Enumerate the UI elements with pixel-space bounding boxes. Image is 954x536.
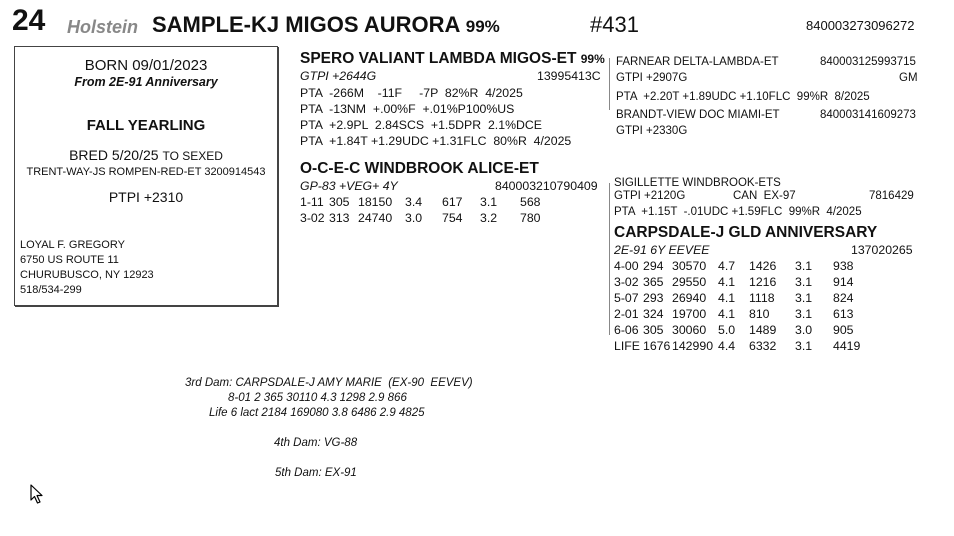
record-fat-pct: 4.1 [718, 275, 736, 289]
record-protein: 824 [833, 291, 854, 305]
record-age: 3-02 [300, 211, 325, 225]
third-dam-lifetime: Life 6 lact 2184 169080 3.8 6486 2.9 4825 [209, 407, 425, 419]
owner-phone: 518/534-299 [20, 284, 82, 296]
record-protein-pct: 3.1 [795, 307, 813, 321]
record-fat-pct: 5.0 [718, 323, 736, 337]
record-protein: 613 [833, 307, 854, 321]
sire-reg: 13995413C [537, 69, 601, 83]
dam-sire-country: CAN EX-97 [733, 190, 796, 202]
sire-pta-3: PTA +2.9PL 2.84SCS +1.5DPR 2.1%DCE [300, 118, 542, 132]
owner-address: 6750 US ROUTE 11 [20, 254, 119, 266]
record-fat-pct: 4.4 [718, 339, 736, 353]
sire-pta-2: PTA -13NM +.00%F +.01%P100%US [300, 102, 515, 116]
record-protein-pct: 3.0 [795, 323, 813, 337]
record-milk: 30570 [672, 259, 707, 273]
sire-percent: 99% [580, 52, 605, 66]
dam-sire-pta: PTA +1.15T -.01UDC +1.59FLC 99%R 4/2025 [614, 206, 862, 218]
record-fat: 1426 [749, 259, 777, 273]
sire-name: SPERO VALIANT LAMBDA MIGOS-ET [300, 50, 577, 67]
record-milk: 29550 [672, 275, 707, 289]
dam-name: O-C-E-C WINDBROOK ALICE-ET [300, 160, 539, 177]
bred-to: TO SEXED [162, 149, 223, 163]
dam-sire-gtpi: GTPI +2120G [614, 190, 686, 202]
record-age: 4-00 [614, 259, 639, 273]
record-protein-pct: 3.1 [795, 291, 813, 305]
record-fat: 617 [442, 195, 463, 209]
mouse-pointer-icon [30, 484, 44, 509]
record-fat-pct: 4.7 [718, 259, 736, 273]
record-age: LIFE [614, 339, 640, 353]
record-protein-pct: 3.2 [480, 211, 498, 225]
record-milk: 26940 [672, 291, 707, 305]
dam-dam-classification: 2E-91 6Y EEVEE [614, 243, 710, 257]
bred-date: BRED 5/20/25 [69, 147, 159, 163]
record-age: 2-01 [614, 307, 639, 321]
third-dam: 3rd Dam: CARPSDALE-J AMY MARIE (EX-90 EEVEV) [185, 377, 473, 389]
record-days: 305 [643, 323, 664, 337]
third-dam-record: 8-01 2 365 30110 4.3 1298 2.9 866 [228, 392, 407, 404]
record-age: 3-02 [614, 275, 639, 289]
service-sire: TRENT-WAY-JS ROMPEN-RED-ET 3200914543 [26, 166, 266, 178]
record-days: 293 [643, 291, 664, 305]
fifth-dam: 5th Dam: EX-91 [275, 467, 357, 479]
owner-city: CHURUBUSCO, NY 12923 [20, 269, 154, 281]
sire-sire-name: FARNEAR DELTA-LAMBDA-ET [616, 56, 779, 68]
animal-name: SAMPLE-KJ MIGOS AURORA [152, 12, 460, 37]
record-protein: 905 [833, 323, 854, 337]
bred-info [15, 147, 277, 163]
record-fat: 754 [442, 211, 463, 225]
dam-reg: 840003210790409 [495, 179, 598, 193]
from-dam: From 2E-91 Anniversary [74, 75, 218, 89]
record-days: 313 [329, 211, 350, 225]
lot-number: 24 [12, 4, 46, 37]
animal-percent: 99% [465, 17, 500, 36]
dam-sire-name: SIGILLETTE WINDBROOK-ETS [614, 177, 781, 189]
age-class: FALL YEARLING [86, 117, 206, 134]
animal-name-line [152, 12, 500, 38]
sire-gtpi: GTPI +2644G [300, 69, 377, 83]
sire-sire-code: GM [899, 72, 918, 84]
record-protein: 780 [520, 211, 541, 225]
record-protein-pct: 3.1 [795, 275, 813, 289]
pedigree-bracket [609, 58, 610, 110]
record-fat: 1489 [749, 323, 777, 337]
sire-pta-1: PTA -266M -11F -7P 82%R 4/2025 [300, 86, 523, 100]
dam-classification: GP-83 +VEG+ 4Y [300, 179, 398, 193]
record-protein: 568 [520, 195, 541, 209]
record-milk: 142990 [672, 339, 714, 353]
sire-dam-reg: 840003141609273 [820, 109, 916, 121]
record-fat-pct: 4.1 [718, 307, 736, 321]
registration-number: 840003273096272 [806, 18, 915, 33]
record-fat-pct: 3.0 [405, 211, 423, 225]
birth-date: BORN 09/01/2023 [84, 57, 208, 74]
record-protein: 4419 [833, 339, 861, 353]
record-age: 6-06 [614, 323, 639, 337]
sire-pta-4: PTA +1.84T +1.29UDC +1.31FLC 80%R 4/2025 [300, 134, 572, 148]
record-milk: 18150 [358, 195, 393, 209]
record-fat: 6332 [749, 339, 777, 353]
tag-number: #431 [590, 12, 639, 37]
pedigree-bracket [609, 183, 610, 335]
sire-sire-gtpi: GTPI +2907G [616, 72, 688, 84]
sire-sire-pta: PTA +2.20T +1.89UDC +1.10FLC 99%R 8/2025 [616, 91, 870, 103]
owner-name: LOYAL F. GREGORY [20, 239, 125, 251]
record-days: 294 [643, 259, 664, 273]
record-days: 1676 [643, 339, 671, 353]
record-fat: 810 [749, 307, 770, 321]
sire-name-line [300, 50, 605, 68]
record-days: 365 [643, 275, 664, 289]
breed: Holstein [67, 17, 139, 37]
record-fat-pct: 4.1 [718, 291, 736, 305]
sire-dam-gtpi: GTPI +2330G [616, 125, 688, 137]
record-age: 1-11 [300, 195, 324, 209]
record-protein: 914 [833, 275, 854, 289]
record-protein-pct: 3.1 [795, 259, 813, 273]
record-days: 324 [643, 307, 664, 321]
animal-info-box [14, 46, 278, 306]
dam-sire-reg: 7816429 [869, 190, 914, 202]
ptpi: PTPI +2310 [108, 189, 184, 205]
record-days: 305 [329, 195, 350, 209]
record-protein-pct: 3.1 [480, 195, 498, 209]
fourth-dam: 4th Dam: VG-88 [274, 437, 358, 449]
dam-dam-reg: 137020265 [851, 243, 913, 257]
record-milk: 24740 [358, 211, 393, 225]
record-protein-pct: 3.1 [795, 339, 813, 353]
record-age: 5-07 [614, 291, 639, 305]
record-milk: 19700 [672, 307, 707, 321]
record-fat-pct: 3.4 [405, 195, 423, 209]
record-fat: 1118 [749, 291, 775, 305]
record-protein: 938 [833, 259, 854, 273]
record-milk: 30060 [672, 323, 707, 337]
record-fat: 1216 [749, 275, 777, 289]
sire-sire-reg: 840003125993715 [820, 56, 916, 68]
sire-dam-name: BRANDT-VIEW DOC MIAMI-ET [616, 109, 780, 121]
dam-dam-name: CARPSDALE-J GLD ANNIVERSARY [614, 224, 878, 241]
